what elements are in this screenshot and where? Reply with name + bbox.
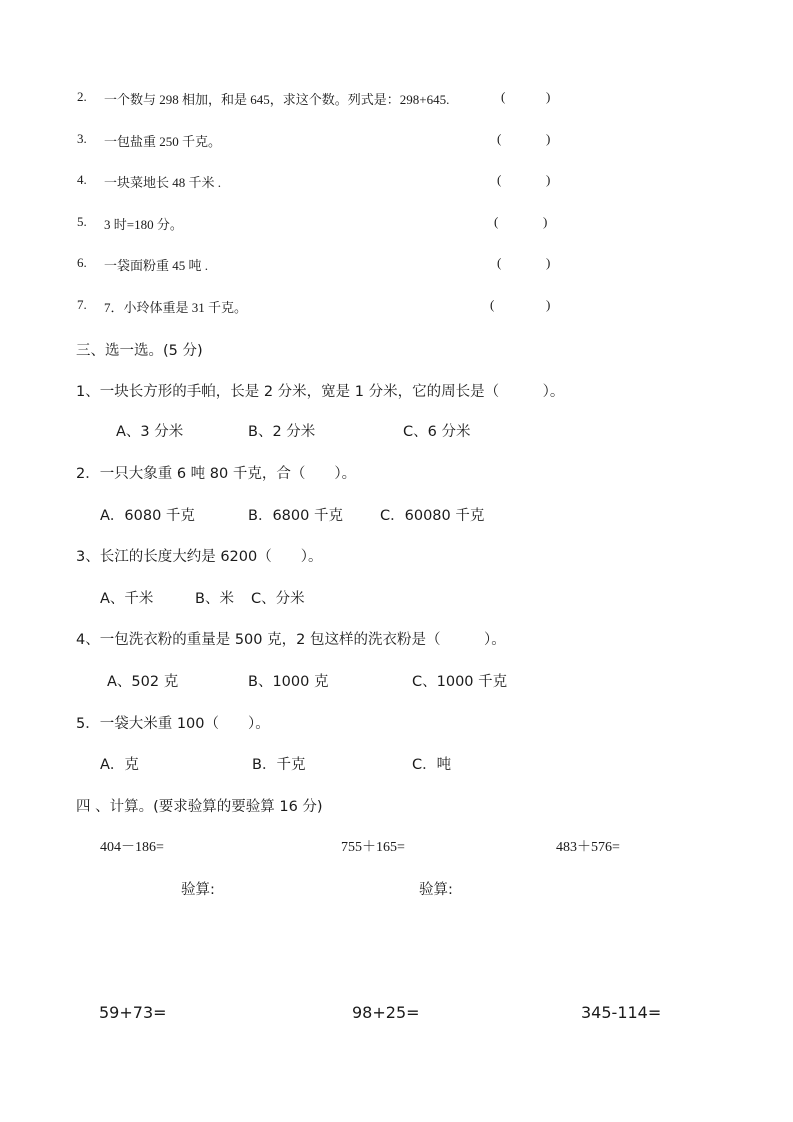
calc-problem-1: 404－186= [100,840,164,855]
answer-paren-close[interactable]: ) [546,89,551,104]
option-c[interactable]: C、1000 千克 [412,674,508,690]
calc-problem-3: 483＋576= [556,840,620,855]
answer-paren-close[interactable]: ) [543,214,548,229]
answer-paren-close[interactable]: ) [546,172,551,187]
question-text: 3、长江的长度大约是 6200（ ）。 [76,549,323,565]
item-text: 一包盐重 250 千克。 [104,134,222,149]
answer-paren-close[interactable]: ) [546,255,551,270]
answer-paren-open[interactable]: ( [501,89,506,104]
item-text: 一袋面粉重 45 吨 . [104,258,209,273]
option-a[interactable]: A、3 分米 [116,424,184,440]
check-label-2: 验算: [419,882,453,898]
item-number: 3. [77,131,87,146]
option-c[interactable]: C、分米 [251,591,305,607]
answer-paren-open[interactable]: ( [494,214,499,229]
item-number: 2. [77,89,87,104]
answer-paren-open[interactable]: ( [490,297,495,312]
answer-paren-open[interactable]: ( [497,172,502,187]
answer-paren-close[interactable]: ) [546,131,551,146]
section-3-heading: 三、选一选。(5 分) [76,343,203,359]
option-a[interactable]: A、千米 [100,591,154,607]
question-text: 4、一包洗衣粉的重量是 500 克，2 包这样的洗衣粉是（ ）。 [76,632,506,648]
option-b[interactable]: B．6800 千克 [248,508,343,524]
option-a[interactable]: A．克 [100,757,139,773]
calc-problem-6: 345-114= [581,1003,662,1022]
question-text: 5．一袋大米重 100（ ）。 [76,716,270,732]
item-text: 7．小玲体重是 31 千克。 [104,300,248,315]
option-a[interactable]: A．6080 千克 [100,508,195,524]
item-number: 6. [77,255,87,270]
option-b[interactable]: B、2 分米 [248,424,316,440]
question-text: 2．一只大象重 6 吨 80 千克，合（ ）。 [76,466,357,482]
option-b[interactable]: B、1000 克 [248,674,329,690]
item-text: 一个数与 298 相加，和是 645，求这个数。列式是：298+645. [104,92,450,107]
option-b[interactable]: B．千克 [252,757,306,773]
option-c[interactable]: C、6 分米 [403,424,471,440]
item-text: 一块菜地长 48 千米 . [104,175,222,190]
item-number: 7. [77,297,87,312]
item-number: 4. [77,172,87,187]
calc-problem-5: 98+25= [352,1003,420,1022]
answer-paren-close[interactable]: ) [546,297,551,312]
option-b[interactable]: B、米 [195,591,234,607]
option-c[interactable]: C．60080 千克 [380,508,485,524]
item-text: 3 时=180 分。 [104,217,183,232]
answer-paren-open[interactable]: ( [497,255,502,270]
question-text: 1、一块长方形的手帕，长是 2 分米，宽是 1 分米，它的周长是（ ）。 [76,384,565,400]
calc-problem-4: 59+73= [99,1003,167,1022]
section-4-heading: 四 、计算。(要求验算的要验算 16 分) [76,799,323,815]
answer-paren-open[interactable]: ( [497,131,502,146]
option-a[interactable]: A、502 克 [107,674,179,690]
calc-problem-2: 755＋165= [341,840,405,855]
item-number: 5. [77,214,87,229]
check-label-1: 验算: [181,882,215,898]
option-c[interactable]: C．吨 [412,757,452,773]
